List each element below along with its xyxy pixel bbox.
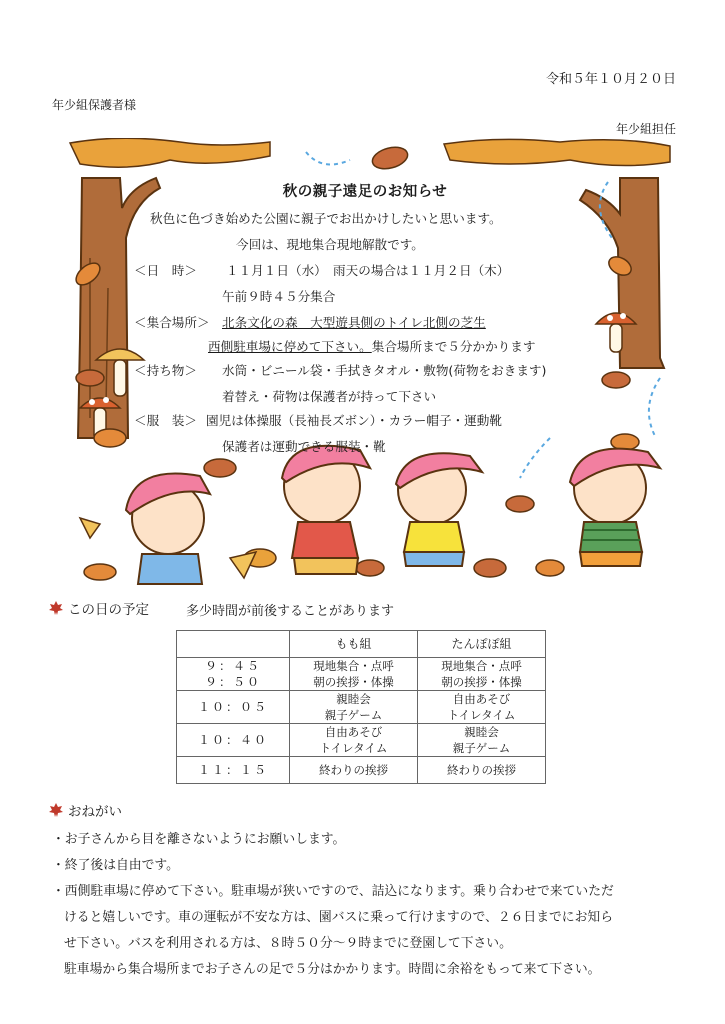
time-cell: １０：４０ [177, 724, 290, 757]
date-label: ＜日 時＞ [134, 263, 197, 278]
place-label: ＜集合場所＞ [134, 315, 210, 330]
items-value: 水筒・ビニール袋・手拭きタオル・敷物(荷物をおきます) [222, 363, 547, 378]
request-continuation: 駐車場から集合場所までお子さんの足で５分はかかります。時間に余裕をもって来て下さい。 [64, 962, 601, 977]
date-value: １１月１日（水） 雨天の場合は１１月２日（木） [226, 263, 510, 278]
request-item: ・終了後は自由です。 [52, 858, 179, 873]
notice-title: 秋の親子遠足のお知らせ [282, 184, 448, 200]
sender: 年少組担任 [615, 122, 676, 136]
tanpopo-cell [418, 658, 546, 691]
activity-text: トイレタイム [447, 708, 516, 722]
schedule-table [176, 630, 546, 784]
tanpopo-cell [418, 724, 546, 757]
tanpopo-cell [418, 691, 546, 724]
schedule-title: この日の予定 [68, 602, 149, 618]
activity-text: 朝の挨拶・体操 [313, 675, 394, 689]
requests-heading [48, 800, 122, 820]
table-row [177, 724, 546, 757]
table-header-time [177, 631, 290, 658]
intro-line-1: 秋色に色づき始めた公園に親子でお出かけしたいと思います。 [150, 211, 502, 226]
place-value: 北条文化の森 大型遊具側のトイレ北側の芝生 [222, 315, 486, 330]
schedule-heading [48, 598, 149, 618]
tanpopo-cell: 終わりの挨拶 [418, 757, 546, 784]
table-header-momo: もも組 [290, 631, 418, 658]
addressee: 年少組保護者様 [52, 98, 137, 112]
time-cell [177, 658, 290, 691]
activity-text: 親子ゲーム [324, 708, 383, 722]
table-row [177, 757, 546, 784]
request-item: ・お子さんから目を離さないようにお願いします。 [52, 832, 346, 847]
time-cell: １１：１５ [177, 757, 290, 784]
activity-text: 朝の挨拶・体操 [441, 675, 522, 689]
activity-text: 現地集合・点呼 [313, 659, 394, 673]
parking-note: 西側駐車場に停めて下さい。 [208, 339, 372, 354]
dress-value: 園児は体操服（長袖長ズボン）・カラー帽子・運動靴 [206, 413, 502, 428]
activity-text: トイレタイム [319, 741, 388, 755]
gather-time: 午前９時４５分集合 [222, 289, 336, 304]
momo-cell [290, 691, 418, 724]
walk-note: 集合場所まで５分かかります [371, 339, 536, 354]
maple-leaf-icon [48, 600, 64, 616]
table-header-tanpopo: たんぽぽ組 [418, 631, 546, 658]
activity-text: 自由あそび [324, 725, 383, 739]
request-item: ・西側駐車場に停めて下さい。駐車場が狭いですので、詰込になります。乗り合わせで来ていただ [52, 884, 614, 899]
activity-text: 親子ゲーム [452, 741, 511, 755]
request-continuation: けると嬉しいです。車の運転が不安な方は、園バスに乗って行けますので、２６日までにお知ら [64, 910, 613, 925]
table-header-row [177, 631, 546, 658]
dress-label: ＜服 装＞ [134, 413, 197, 428]
time-cell: １０：０５ [177, 691, 290, 724]
requests-title: おねがい [68, 804, 122, 820]
request-continuation: せ下さい。バスを利用される方は、８時５０分～９時までに登園して下さい。 [64, 936, 512, 951]
activity-text: 自由あそび [452, 692, 511, 706]
dress-note: 保護者は運動できる服装・靴 [222, 439, 386, 454]
activity-text: 現地集合・点呼 [441, 659, 522, 673]
intro-line-2: 今回は、現地集合現地解散です。 [236, 237, 424, 252]
momo-cell: 終わりの挨拶 [290, 757, 418, 784]
momo-cell [290, 724, 418, 757]
items-note: 着替え・荷物は保護者が持って下さい [222, 389, 437, 404]
items-label: ＜持ち物＞ [134, 363, 197, 378]
place-note [208, 336, 535, 355]
document-date: 令和５年１０月２０日 [545, 72, 676, 87]
time-text: ９：５０ [204, 675, 261, 689]
maple-leaf-icon [48, 802, 64, 818]
table-row [177, 658, 546, 691]
activity-text: 親睦会 [464, 725, 499, 739]
schedule-note: 多少時間が前後することがあります [186, 604, 395, 619]
activity-text: 親睦会 [336, 692, 371, 706]
time-text: ９：４５ [204, 659, 261, 673]
table-row [177, 691, 546, 724]
momo-cell [290, 658, 418, 691]
